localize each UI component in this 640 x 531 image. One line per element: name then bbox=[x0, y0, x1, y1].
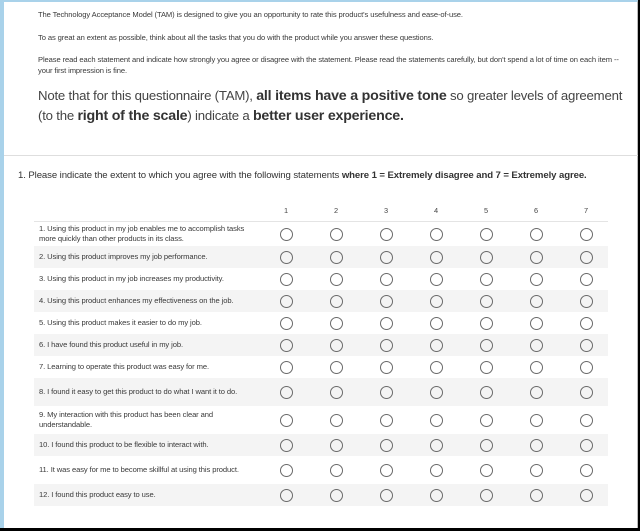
radio-item-6-option-3[interactable] bbox=[380, 339, 393, 352]
radio-item-10-option-2[interactable] bbox=[330, 439, 343, 452]
likert-row-2 bbox=[34, 246, 608, 268]
radio-item-11-option-1[interactable] bbox=[280, 464, 293, 477]
radio-item-12-option-6[interactable] bbox=[530, 489, 543, 502]
radio-item-5-option-3[interactable] bbox=[380, 317, 393, 330]
scale-label-5: 5 bbox=[483, 206, 489, 215]
radio-item-9-option-2[interactable] bbox=[330, 414, 343, 427]
radio-item-3-option-7[interactable] bbox=[580, 273, 593, 286]
radio-item-11-option-4[interactable] bbox=[430, 464, 443, 477]
likert-row-11 bbox=[34, 456, 608, 484]
radio-item-1-option-6[interactable] bbox=[530, 228, 543, 241]
question-text: 1. Please indicate the extent to which you agree with the following statements bbox=[18, 170, 342, 181]
likert-rows bbox=[34, 222, 608, 506]
likert-row-7 bbox=[34, 356, 608, 378]
radio-item-12-option-5[interactable] bbox=[480, 489, 493, 502]
radio-item-2-option-5[interactable] bbox=[480, 251, 493, 264]
likert-row-1 bbox=[34, 222, 608, 246]
radio-item-9-option-3[interactable] bbox=[380, 414, 393, 427]
statement-label: 12. I found this product easy to use. bbox=[39, 489, 156, 499]
scale-header bbox=[34, 202, 608, 222]
statement-label: 7. Learning to operate this product was easy for me. bbox=[39, 361, 209, 371]
note-text-3: ) indicate a bbox=[187, 108, 253, 123]
radio-item-10-option-3[interactable] bbox=[380, 439, 393, 452]
radio-item-8-option-7[interactable] bbox=[580, 386, 593, 399]
statement-label: 10. I found this product to be flexible to interact with. bbox=[39, 439, 209, 449]
radio-item-7-option-1[interactable] bbox=[280, 361, 293, 374]
radio-item-5-option-4[interactable] bbox=[430, 317, 443, 330]
radio-item-11-option-6[interactable] bbox=[530, 464, 543, 477]
intro-paragraph-3: Please read each statement and indicate how strongly you agree or disagree with the statement. Please read the statements carefully, but don't spend a lot of time on each item -- your first impression is fine. bbox=[38, 55, 619, 75]
radio-item-8-option-4[interactable] bbox=[430, 386, 443, 399]
radio-item-7-option-3[interactable] bbox=[380, 361, 393, 374]
statement-label: 11. It was easy for me to become skillful at using this product. bbox=[39, 464, 239, 474]
radio-item-2-option-2[interactable] bbox=[330, 251, 343, 264]
radio-item-6-option-1[interactable] bbox=[280, 339, 293, 352]
radio-item-5-option-6[interactable] bbox=[530, 317, 543, 330]
radio-item-5-option-5[interactable] bbox=[480, 317, 493, 330]
radio-item-6-option-2[interactable] bbox=[330, 339, 343, 352]
radio-item-4-option-7[interactable] bbox=[580, 295, 593, 308]
radio-item-3-option-5[interactable] bbox=[480, 273, 493, 286]
radio-item-10-option-5[interactable] bbox=[480, 439, 493, 452]
scale-label-1: 1 bbox=[283, 206, 289, 215]
radio-item-10-option-7[interactable] bbox=[580, 439, 593, 452]
radio-item-9-option-7[interactable] bbox=[580, 414, 593, 427]
radio-item-9-option-1[interactable] bbox=[280, 414, 293, 427]
radio-item-2-option-4[interactable] bbox=[430, 251, 443, 264]
note-text-1: Note that for this questionnaire (TAM), bbox=[38, 88, 257, 103]
radio-item-8-option-5[interactable] bbox=[480, 386, 493, 399]
radio-item-3-option-4[interactable] bbox=[430, 273, 443, 286]
intro-paragraph-2: To as great an extent as possible, think about all the tasks that you do with the product while you answer these questions. bbox=[38, 32, 434, 42]
note-bold-1: all items have a positive tone bbox=[256, 88, 447, 104]
likert-row-3 bbox=[34, 268, 608, 290]
likert-row-10 bbox=[34, 434, 608, 456]
statement-label: 2. Using this product improves my job performance. bbox=[39, 251, 208, 261]
likert-row-8 bbox=[34, 378, 608, 406]
radio-item-1-option-5[interactable] bbox=[480, 228, 493, 241]
likert-matrix bbox=[34, 202, 608, 506]
radio-item-7-option-2[interactable] bbox=[330, 361, 343, 374]
radio-item-8-option-1[interactable] bbox=[280, 386, 293, 399]
radio-item-3-option-2[interactable] bbox=[330, 273, 343, 286]
radio-item-3-option-1[interactable] bbox=[280, 273, 293, 286]
question-scale-definition: where 1 = Extremely disagree and 7 = Extremely agree. bbox=[341, 170, 587, 181]
radio-item-12-option-3[interactable] bbox=[380, 489, 393, 502]
note-bold-3: better user experience. bbox=[252, 108, 404, 124]
likert-row-5 bbox=[34, 312, 608, 334]
note-text-2: so greater levels of agreement (to the bbox=[38, 88, 623, 123]
radio-item-12-option-7[interactable] bbox=[580, 489, 593, 502]
radio-item-12-option-1[interactable] bbox=[280, 489, 293, 502]
statement-label: 8. I found it easy to get this product to do what I want it to do. bbox=[39, 386, 238, 396]
radio-item-7-option-7[interactable] bbox=[580, 361, 593, 374]
radio-item-2-option-3[interactable] bbox=[380, 251, 393, 264]
radio-item-1-option-1[interactable] bbox=[280, 228, 293, 241]
radio-item-11-option-3[interactable] bbox=[380, 464, 393, 477]
radio-item-11-option-2[interactable] bbox=[330, 464, 343, 477]
radio-item-9-option-6[interactable] bbox=[530, 414, 543, 427]
radio-item-3-option-3[interactable] bbox=[380, 273, 393, 286]
note-bold-2: right of the scale bbox=[77, 108, 188, 124]
radio-item-5-option-2[interactable] bbox=[330, 317, 343, 330]
radio-item-2-option-6[interactable] bbox=[530, 251, 543, 264]
radio-item-2-option-1[interactable] bbox=[280, 251, 293, 264]
radio-item-11-option-5[interactable] bbox=[480, 464, 493, 477]
radio-item-10-option-4[interactable] bbox=[430, 439, 443, 452]
statement-label: 9. My interaction with this product has been clear and understandable. bbox=[39, 409, 213, 429]
radio-item-4-option-1[interactable] bbox=[280, 295, 293, 308]
radio-item-4-option-3[interactable] bbox=[380, 295, 393, 308]
radio-item-11-option-7[interactable] bbox=[580, 464, 593, 477]
statement-label: 5. Using this product makes it easier to do my job. bbox=[39, 317, 202, 327]
intro-paragraph-1: The Technology Acceptance Model (TAM) is designed to give you an opportunity to rate this product's usefulness and ease-of-use. bbox=[38, 10, 463, 19]
radio-item-12-option-2[interactable] bbox=[330, 489, 343, 502]
scale-label-6: 6 bbox=[533, 206, 539, 215]
radio-item-5-option-7[interactable] bbox=[580, 317, 593, 330]
radio-item-4-option-6[interactable] bbox=[530, 295, 543, 308]
likert-row-6 bbox=[34, 334, 608, 356]
radio-item-6-option-7[interactable] bbox=[580, 339, 593, 352]
radio-item-4-option-5[interactable] bbox=[480, 295, 493, 308]
radio-item-10-option-6[interactable] bbox=[530, 439, 543, 452]
radio-item-1-option-3[interactable] bbox=[380, 228, 393, 241]
intro-section bbox=[4, 2, 638, 156]
likert-row-9 bbox=[34, 406, 608, 434]
radio-item-7-option-4[interactable] bbox=[430, 361, 443, 374]
tone-note bbox=[38, 86, 638, 126]
radio-item-6-option-4[interactable] bbox=[430, 339, 443, 352]
question-title bbox=[18, 168, 618, 183]
statement-label: 1. Using this product in my job enables me to accomplish tasks more quickly than other products in its class. bbox=[39, 223, 245, 243]
scale-label-7: 7 bbox=[583, 206, 589, 215]
scale-label-3: 3 bbox=[383, 206, 389, 215]
scale-label-4: 4 bbox=[433, 206, 439, 215]
likert-row-4 bbox=[34, 290, 608, 312]
radio-item-6-option-5[interactable] bbox=[480, 339, 493, 352]
radio-item-1-option-4[interactable] bbox=[430, 228, 443, 241]
radio-item-5-option-1[interactable] bbox=[280, 317, 293, 330]
statement-label: 3. Using this product in my job increases my productivity. bbox=[39, 273, 224, 283]
radio-item-1-option-7[interactable] bbox=[580, 228, 593, 241]
radio-item-9-option-5[interactable] bbox=[480, 414, 493, 427]
radio-item-12-option-4[interactable] bbox=[430, 489, 443, 502]
radio-item-10-option-1[interactable] bbox=[280, 439, 293, 452]
statement-label: 4. Using this product enhances my effectiveness on the job. bbox=[39, 295, 234, 305]
radio-item-1-option-2[interactable] bbox=[330, 228, 343, 241]
radio-item-8-option-3[interactable] bbox=[380, 386, 393, 399]
radio-item-3-option-6[interactable] bbox=[530, 273, 543, 286]
radio-item-4-option-4[interactable] bbox=[430, 295, 443, 308]
scale-label-2: 2 bbox=[333, 206, 339, 215]
radio-item-6-option-6[interactable] bbox=[530, 339, 543, 352]
radio-item-7-option-5[interactable] bbox=[480, 361, 493, 374]
radio-item-8-option-6[interactable] bbox=[530, 386, 543, 399]
statement-label: 6. I have found this product useful in my job. bbox=[39, 339, 183, 349]
radio-item-4-option-2[interactable] bbox=[330, 295, 343, 308]
radio-item-9-option-4[interactable] bbox=[430, 414, 443, 427]
radio-item-8-option-2[interactable] bbox=[330, 386, 343, 399]
radio-item-7-option-6[interactable] bbox=[530, 361, 543, 374]
likert-row-12 bbox=[34, 484, 608, 506]
radio-item-2-option-7[interactable] bbox=[580, 251, 593, 264]
